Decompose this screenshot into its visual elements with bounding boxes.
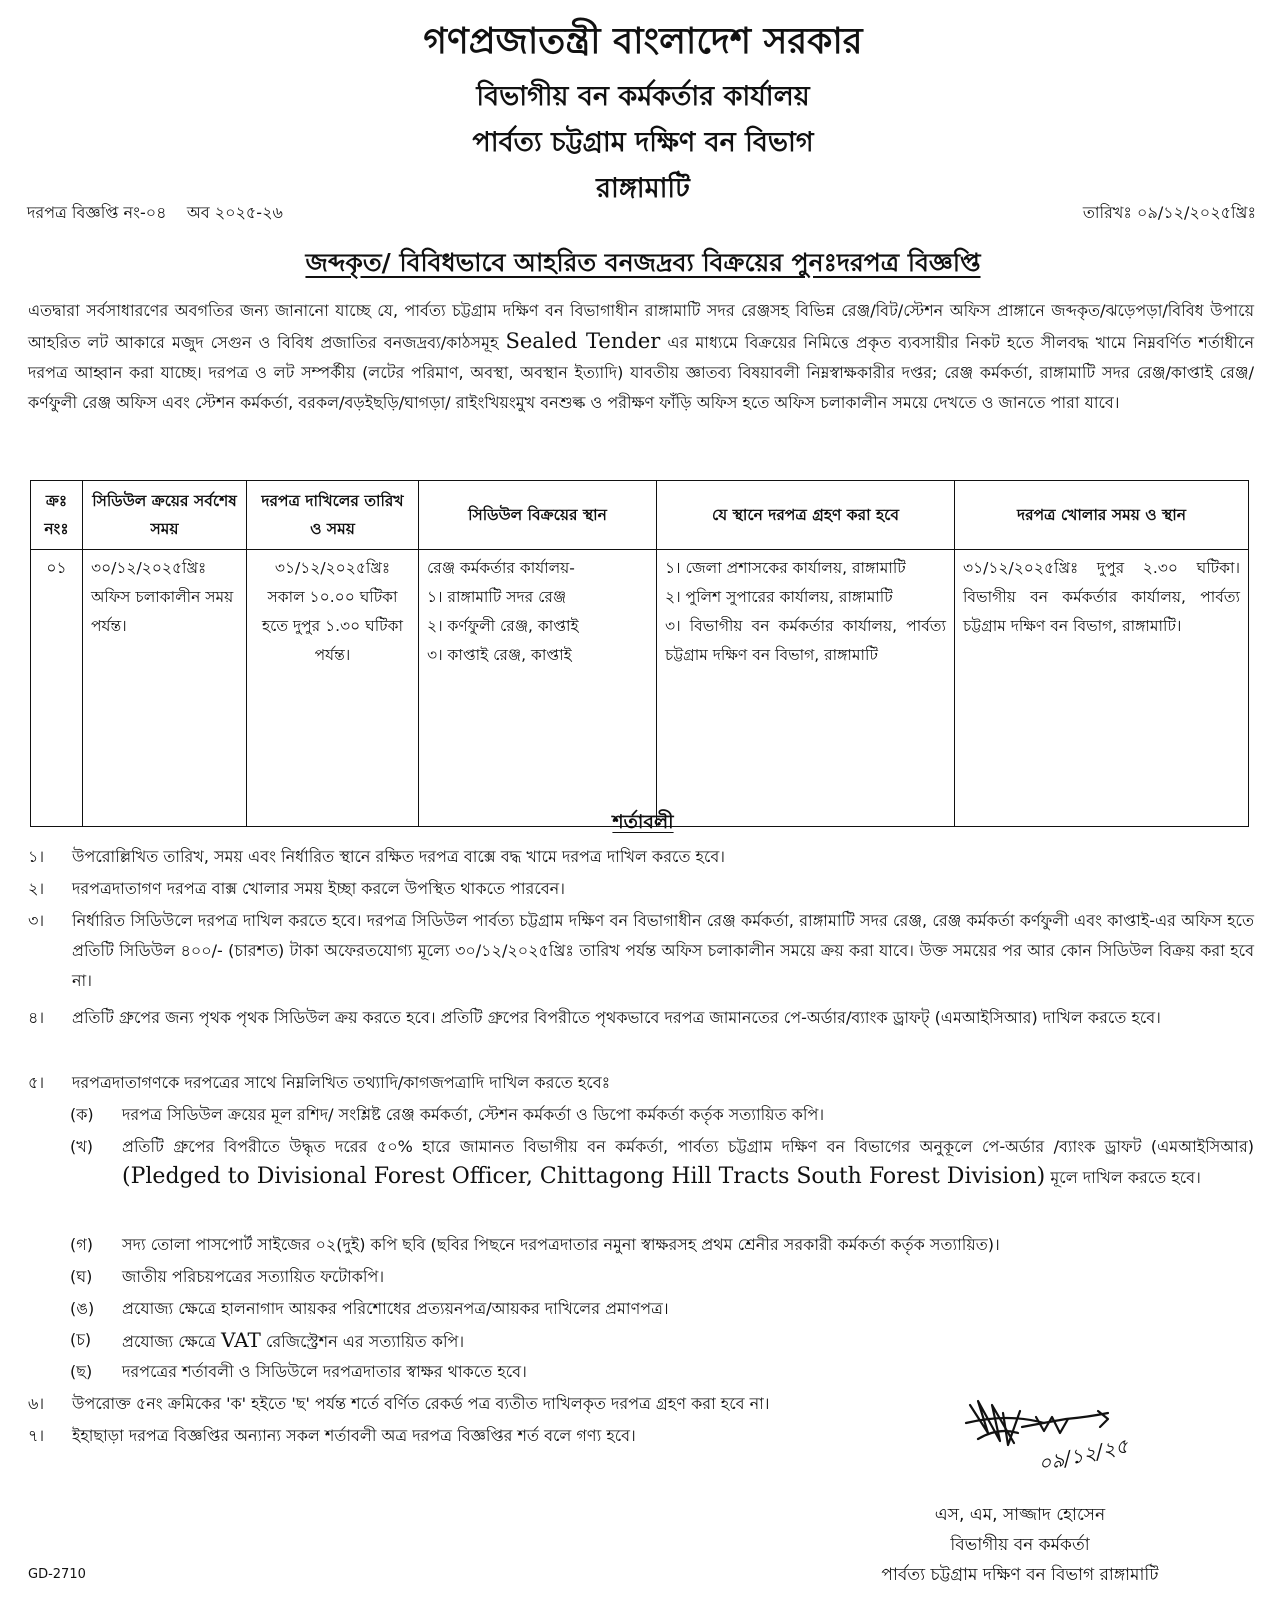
term-text: দরপত্রদাতাগণ দরপত্র বাক্স খোলার সময় ইচ্ছা করলে উপস্থিত থাকতে পারবেন। <box>72 879 565 898</box>
term-number: ৪। <box>28 1008 45 1027</box>
term-number: ১। <box>28 847 45 866</box>
subterm-text: দরপত্রের শর্তাবলী ও সিডিউলে দরপত্রদাতার স্বাক্ষর থাকতে হবে। <box>122 1362 527 1381</box>
term-item <box>28 906 1254 996</box>
receive-place-line: ২। পুলিশ সুপারের কার্যালয়, রাঙ্গামাটি <box>665 588 893 606</box>
col-header-schedule-last: সিডিউল ক্রয়ের সর্বশেষ সময় <box>83 481 247 550</box>
terms-heading <box>0 808 1286 840</box>
subterm-text: সদ্য তোলা পাসপোর্ট সাইজের ০২(দুই) কপি ছবি (ছবির পিছনে দরপত্রদাতার নমুনা স্বাক্ষরসহ প্রথম শ্রেনীর সরকারী কর্মকর্তা কর্তৃক সত্যায়িত)। <box>122 1235 1000 1254</box>
col-header-sale-place: সিডিউল বিক্রয়ের স্থান <box>419 481 657 550</box>
receive-place-line: ৩। বিভাগীয় বন কর্মকর্তার কার্যালয়, পার্বত্য চট্টগ্রাম দক্ষিণ বন বিভাগ, রাঙ্গামাটি <box>665 617 946 664</box>
subterm-text <box>122 1132 1254 1193</box>
subterm-text-tail: রেজিস্ট্রেশন এর সত্যায়িত কপি। <box>265 1332 465 1351</box>
subterm-item <box>70 1100 1254 1130</box>
term-item <box>28 1003 1254 1033</box>
term-text: উপরোল্লিখিত তারিখ, সময় এবং নির্ধারিত স্থানে রক্ষিত দরপত্র বাক্সে বদ্ধ খামে দরপত্র দাখিল করতে হবে। <box>72 847 725 866</box>
subterm-text: জাতীয় পরিচয়পত্রের সত্যায়িত ফটোকপি। <box>122 1267 385 1286</box>
signatory-office: পার্বত্য চট্টগ্রাম দক্ষিণ বন বিভাগ রাঙ্গামাটি <box>881 1565 1159 1585</box>
intro-part-2: এর মাধ্যমে বিক্রয়ের নিমিত্তে প্রকৃত ব্যবসায়ীর নিকট হতে সীলবদ্ধ খামে নিম্নবর্ণিত শর্তাধীনে দরপত্র আহ্বান করা যাচ্ছে। দরপত্র ও লট সম্পর্কীয় (লটের পরিমাণ, অবস্থা, অবস্থান ইত্যাদি) যাবতীয় জ্ঞাতব্য বিষয়াবলী নিম্নস্বাক্ষকারীর দপ্তর; রেঞ্জ কর্মকর্তা, রাঙ্গামাটি সদর রেঞ্জ/কাপ্তাই রেঞ্জ/কর্ণফুলী রেঞ্জ অফিস এবং স্টেশন কর্মকর্তা, বরকল/বড়ইছড়ি/ঘাগড়া/ রাইংখিয়ংমুখ বনশুল্ক ও পরীক্ষণ ফাঁড়ি অফিস হতে অফিস চলাকালীন সময়ে দেখতে ও জানতে পারা যাবে। <box>28 333 1254 412</box>
subterm-letter: (গ) <box>70 1235 93 1254</box>
signatory-name: এস, এম, সাজ্জাদ হোসেন <box>934 1505 1106 1525</box>
subterm-item <box>70 1262 1254 1292</box>
term-text: দরপত্রদাতাগণকে দরপত্রের সাথে নিম্নলিখিত তথ্যাদি/কাগজপত্রাদি দাখিল করতে হবেঃ <box>72 1073 611 1092</box>
cell-sale-places <box>419 550 657 827</box>
office-title: বিভাগীয় বন কর্মকর্তার কার্যালয় <box>476 81 810 112</box>
term-text: নির্ধারিত সিডিউলে দরপত্র দাখিল করতে হবে। দরপত্র সিডিউল পার্বত্য চট্টগ্রাম দক্ষিণ বন বিভাগাধীন রেঞ্জ কর্মকর্তা, রাঙ্গামাটি সদর রেঞ্জ, রেঞ্জ কর্মকর্তা কর্ণফুলী এবং কাপ্তাই-এর অফিস হতে প্রতিটি সিডিউল ৪০০/- (চারশত) টাকা অফেরতযোগ্য মূল্যে ৩০/১২/২০২৫খ্রিঃ তারিখ পর্যন্ত অফিস চলাকালীন সময়ে ক্রয় করা যাবে। উক্ত সময়ের পর আর কোন সিডিউল বিক্রয় করা হবে না। <box>72 911 1254 990</box>
subterm-letter: (ঘ) <box>70 1267 93 1286</box>
term-text: ইহাছাড়া দরপত্র বিজ্ঞপ্তির অন্যান্য সকল শর্তাবলী অত্র দরপত্র বিজ্ঞপ্তির শর্ত বলে গণ্য হবে। <box>72 1426 636 1445</box>
term-item <box>28 874 1254 904</box>
notice-date: তারিখঃ ০৯/১২/২০২৫খ্রিঃ <box>1082 203 1256 222</box>
subterm-letter: (ছ) <box>70 1362 93 1381</box>
table-header-row <box>31 481 1249 550</box>
term-number: ৫। <box>28 1073 45 1092</box>
subterm-text: প্রযোজ্য ক্ষেত্রে হালনাগাদ আয়কর পরিশোধের প্রত্যয়নপত্র/আয়কর দাখিলের প্রমাণপত্র। <box>122 1299 669 1318</box>
signatory-block <box>800 1500 1240 1590</box>
location-title: রাঙ্গামাটি <box>596 173 690 204</box>
term-text: উপরোক্ত ৫নং ক্রমিকের 'ক' হইতে 'ছ' পর্যন্ত শর্তে বর্ণিত রেকর্ড পত্র ব্যতীত দাখিলকৃত দরপত্র গ্রহণ করা হবে না। <box>72 1394 770 1413</box>
sale-place-line: ৩। কাপ্তাই রেঞ্জ, কাপ্তাই <box>427 646 572 664</box>
subterm-text-tail: মূলে দাখিল করতে হবে। <box>1050 1168 1201 1187</box>
sale-place-line: ২। কর্ণফুলী রেঞ্জ, কাপ্তাই <box>427 617 579 635</box>
subterm-item <box>70 1325 1254 1357</box>
handwritten-signature <box>948 1383 1138 1493</box>
subterm-letter: (ক) <box>70 1105 94 1124</box>
subterm-letter: (ঙ) <box>70 1299 95 1318</box>
sale-place-line: রেঞ্জ কর্মকর্তার কার্যালয়- <box>427 559 575 577</box>
term-item <box>28 842 1254 872</box>
terms-heading-text: শর্তাবলী <box>612 811 674 833</box>
notice-reference-number: দরপত্র বিজ্ঞপ্তি নং-০৪ অব ২০২৫-২৬ <box>27 203 283 222</box>
subterm-text-english: (Pledged to Divisional Forest Officer, Chittagong Hill Tracts South Forest Division) <box>122 1164 1046 1189</box>
subterm-letter: (চ) <box>70 1330 92 1349</box>
handwritten-date: ০৯/১২/২৫ <box>1035 1433 1131 1476</box>
cell-schedule-last: ৩০/১২/২০২৫খ্রিঃ অফিস চলাকালীন সময় পর্যন্ত। <box>83 550 247 827</box>
document-code: GD-2710 <box>28 1567 86 1582</box>
term-item <box>28 1068 1254 1098</box>
subterm-item <box>70 1132 1254 1193</box>
subterm-text-bn: প্রতিটি গ্রুপের বিপরীতে উদ্ধৃত দরের ৫০% হারে জামানত বিভাগীয় বন কর্মকর্তা, পার্বত্য চট্টগ্রাম দক্ষিণ বন বিভাগের অনুকূলে পে-অর্ডার /ব্যাংক ড্রাফট (এমআইসিআর) <box>122 1137 1254 1156</box>
subterm-item <box>70 1294 1254 1324</box>
cell-serial: ০১ <box>31 550 83 827</box>
tender-schedule-table <box>30 480 1249 827</box>
col-header-serial: ক্রঃ নংঃ <box>31 481 83 550</box>
cell-submission: ৩১/১২/২০২৫খ্রিঃ সকাল ১০.০০ ঘটিকা হতে দুপুর ১.৩০ ঘটিকা পর্যন্ত। <box>247 550 419 827</box>
intro-paragraph <box>28 296 1254 418</box>
col-header-submission: দরপত্র দাখিলের তারিখ ও সময় <box>247 481 419 550</box>
government-title: গণপ্রজাতন্ত্রী বাংলাদেশ সরকার <box>423 21 863 62</box>
subterm-text-english: VAT <box>221 1328 261 1352</box>
sale-place-line: ১। রাঙ্গামাটি সদর রেঞ্জ <box>427 588 567 606</box>
subterm-letter: (খ) <box>70 1137 93 1156</box>
term-number: ২। <box>28 879 45 898</box>
col-header-opening: দরপত্র খোলার সময় ও স্থান <box>955 481 1249 550</box>
term-number: ৬। <box>28 1394 45 1413</box>
cell-opening: ৩১/১২/২০২৫খ্রিঃ দুপুর ২.৩০ ঘটিকা। বিভাগীয় বন কর্মকর্তার কার্যালয়, পার্বত্য চট্টগ্রাম দক্ষিণ বন বিভাগ, রাঙ্গামাটি। <box>955 550 1249 827</box>
term-number: ৩। <box>28 911 45 930</box>
term-text: প্রতিটি গ্রুপের জন্য পৃথক পৃথক সিডিউল ক্রয় করতে হবে। প্রতিটি গ্রুপের বিপরীতে পৃথকভাবে দরপত্র জামানতের পে-অর্ডার/ব্যাংক ড্রাফট্ (এমআইসিআর) দাখিল করতে হবে। <box>72 1008 1161 1027</box>
term-number: ৭। <box>28 1426 45 1445</box>
signatory-designation: বিভাগীয় বন কর্মকর্তা <box>950 1535 1090 1555</box>
col-header-receive-place: যে স্থানে দরপত্র গ্রহণ করা হবে <box>657 481 955 550</box>
intro-english: Sealed Tender <box>505 329 661 353</box>
division-title: পার্বত্য চট্টগ্রাম দক্ষিণ বন বিভাগ <box>472 127 814 158</box>
table-row <box>31 550 1249 827</box>
subterm-text-bn: প্রযোজ্য ক্ষেত্রে <box>122 1332 216 1351</box>
receive-place-line: ১। জেলা প্রশাসকের কার্যালয়, রাঙ্গামাটি <box>665 559 906 577</box>
subterm-text <box>122 1325 1254 1357</box>
subterm-text: দরপত্র সিডিউল ক্রয়ের মূল রশিদ/ সংশ্লিষ্ট রেঞ্জ কর্মকর্তা, স্টেশন কর্মকর্তা ও ডিপো কর্মকর্তা কর্তৃক সত্যায়িত কপি। <box>122 1105 825 1124</box>
intro-part-1: এতদ্বারা সর্বসাধারণের অবগতির জন্য জানানো যাচ্ছে যে, পার্বত্য চট্টগ্রাম দক্ষিণ বন বিভাগাধীন রাঙ্গামাটি সদর রেঞ্জসহ বিভিন্ন রেঞ্জ/বিট/স্টেশন অফিস প্রাঙ্গানে জব্দকৃত/ঝড়েপড়া/বিবিধ উপায়ে আহরিত লট আকারে মজুদ সেগুন ও বিবিধ প্রজাতির বনজদ্রব্য/কাঠসমূহ <box>28 301 1254 352</box>
cell-receive-places <box>657 550 955 827</box>
subterm-item <box>70 1230 1254 1260</box>
notice-heading <box>0 243 1286 286</box>
notice-heading-text: জব্দকৃত/ বিবিধভাবে আহরিত বনজদ্রব্য বিক্রয়ের পুনঃদরপত্র বিজ্ঞপ্তি <box>305 248 981 277</box>
